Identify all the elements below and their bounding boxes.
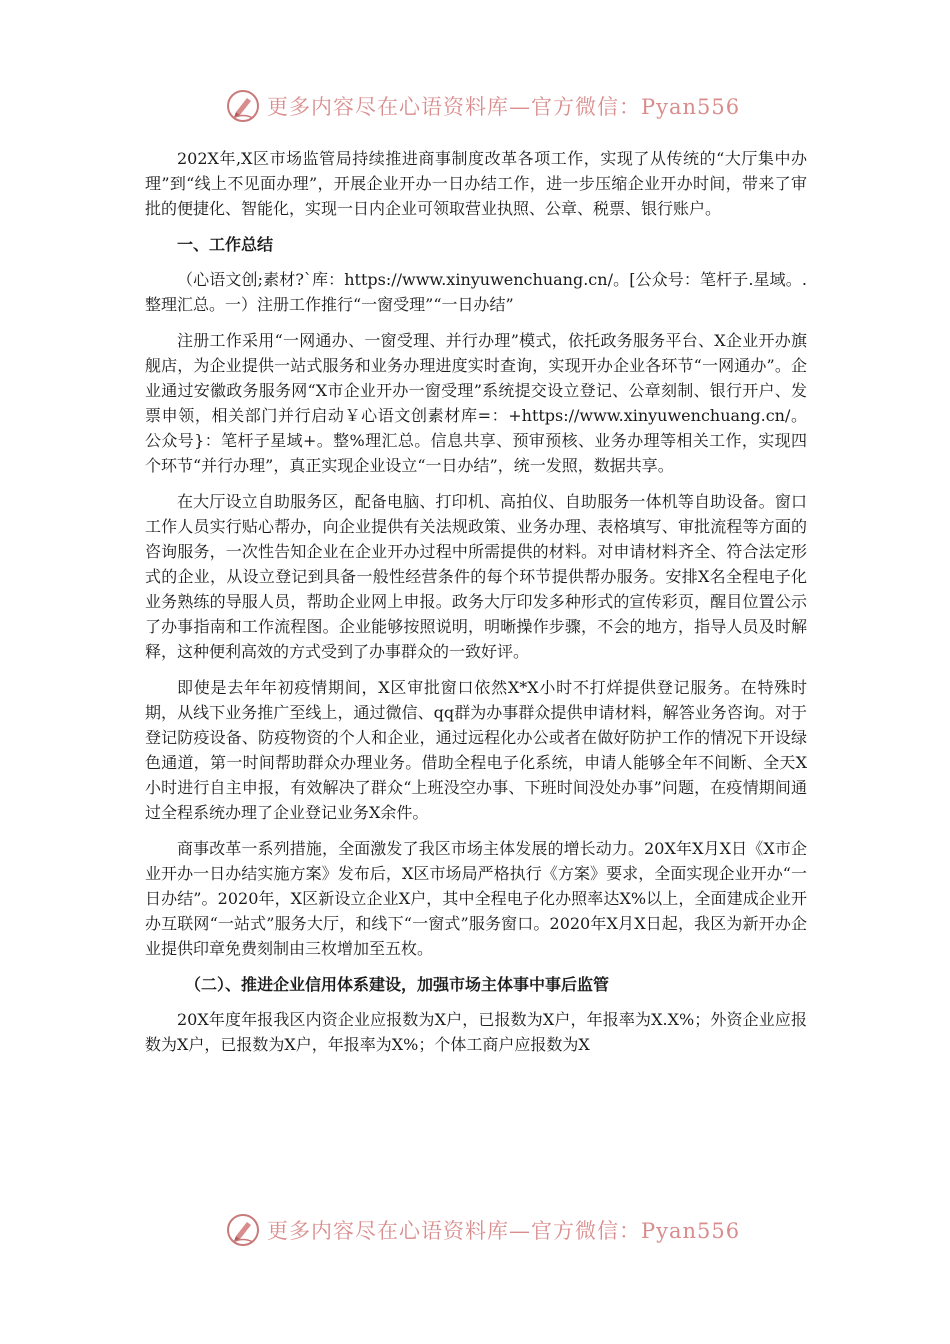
pen-logo-icon — [225, 1212, 261, 1248]
annual-report-paragraph: 20X年度年报我区内资企业应报数为X户，已报数为X户，年报率为X.X%；外资企业应报数为X户，已报数为X户，年报率为X%；个体工商户应报数为X — [145, 1010, 807, 1054]
registration-intro-paragraph: （心语文创;素材?`库：https://www.xinyuwenchuang.cn/。[公众号：笔杆子.星域。.整理汇总。一）注册工作推行“一窗受理”“一日办结” — [145, 270, 807, 314]
section-heading-work-summary: 一、工作总结 — [177, 235, 274, 254]
banner-text: 更多内容尽在心语资料库—官方微信：Pyan556 — [267, 1219, 741, 1243]
header-banner — [225, 84, 745, 128]
pen-logo-icon — [225, 88, 261, 124]
banner-text: 更多内容尽在心语资料库—官方微信：Pyan556 — [267, 95, 741, 119]
footer-banner — [225, 1208, 745, 1252]
self-service-paragraph: 在大厅设立自助服务区，配备电脑、打印机、高拍仪、自助服务一体机等自助设备。窗口工作人员实行贴心帮办，向企业提供有关法规政策、业务办理、表格填写、审批流程等方面的咨询服务，一次性告知企业在企业开办过程中所需提供的材料。对申请材料齐全、符合法定形式的企业，从设立登记到具备一般性经营条件的每个环节提供帮办服务。安排X名全程电子化业务熟练的导服人员，帮助企业网上申报。政务大厅印发多种形式的宣传彩页，醒目位置公示了办事指南和工作流程图。企业能够按照说明，明晰操作步骤，不会的地方，指导人员及时解释，这种便利高效的方式受到了办事群众的一致好评。 — [145, 492, 807, 661]
epidemic-paragraph: 即使是去年年初疫情期间，X区审批窗口依然X*X小时不打烊提供登记服务。在特殊时期，从线下业务推广至线上，通过微信、qq群为办事群众提供申请材料，解答业务咨询。对于登记防疫设备、防疫物资的个人和企业，通过远程化办公或者在做好防护工作的情况下开设绿色通道，第一时间帮助群众办理业务。借助全程电子化系统，申请人能够全年不间断、全天X小时进行自主申报，有效解决了群众“上班没空办事、下班时间没处办事”问题，在疫情期间通过全程系统办理了企业登记业务X余件。 — [145, 678, 807, 822]
document-body — [145, 146, 807, 1068]
section-heading-credit-system: （二）、推进企业信用体系建设，加强市场主体事中事后监管 — [185, 975, 610, 994]
registration-detail-paragraph: 注册工作采用“一网通办、一窗受理、并行办理”模式，依托政务服务平台、X企业开办旗舰店，为企业提供一站式服务和业务办理进度实时查询，实现开办企业各环节“一网通办”。企业通过安徽政务服务网“X市企业开办一窗受理”系统提交设立登记、公章刻制、银行开户、发票申领，相关部门并行启动￥心语文创素材库=：+https://www.xinyuwenchuang.cn/。公众号}：笔杆子星域+。整%理汇总。信息共享、预审预核、业务办理等相关工作，实现四个环节“并行办理”，真正实现企业设立“一日办结”，统一发照，数据共享。 — [145, 331, 807, 475]
reform-results-paragraph: 商事改革一系列措施，全面激发了我区市场主体发展的增长动力。20X年X月X日《X市企业开办一日办结实施方案》发布后，X区市场局严格执行《方案》要求，全面实现企业开办“一日办结”。2020年，X区新设立企业X户，其中全程电子化办照率达X%以上，全面建成企业开办互联网“一站式”服务大厅，和线下“一窗式”服务窗口。2020年X月X日起，我区为新开办企业提供印章免费刻制由三枚增加至五枚。 — [145, 839, 807, 958]
intro-paragraph: 202X年,X区市场监管局持续推进商事制度改革各项工作，实现了从传统的“大厅集中办理”到“线上不见面办理”，开展企业开办一日办结工作，进一步压缩企业开办时间，带来了审批的便捷化、智能化，实现一日内企业可领取营业执照、公章、税票、银行账户。 — [145, 149, 807, 218]
